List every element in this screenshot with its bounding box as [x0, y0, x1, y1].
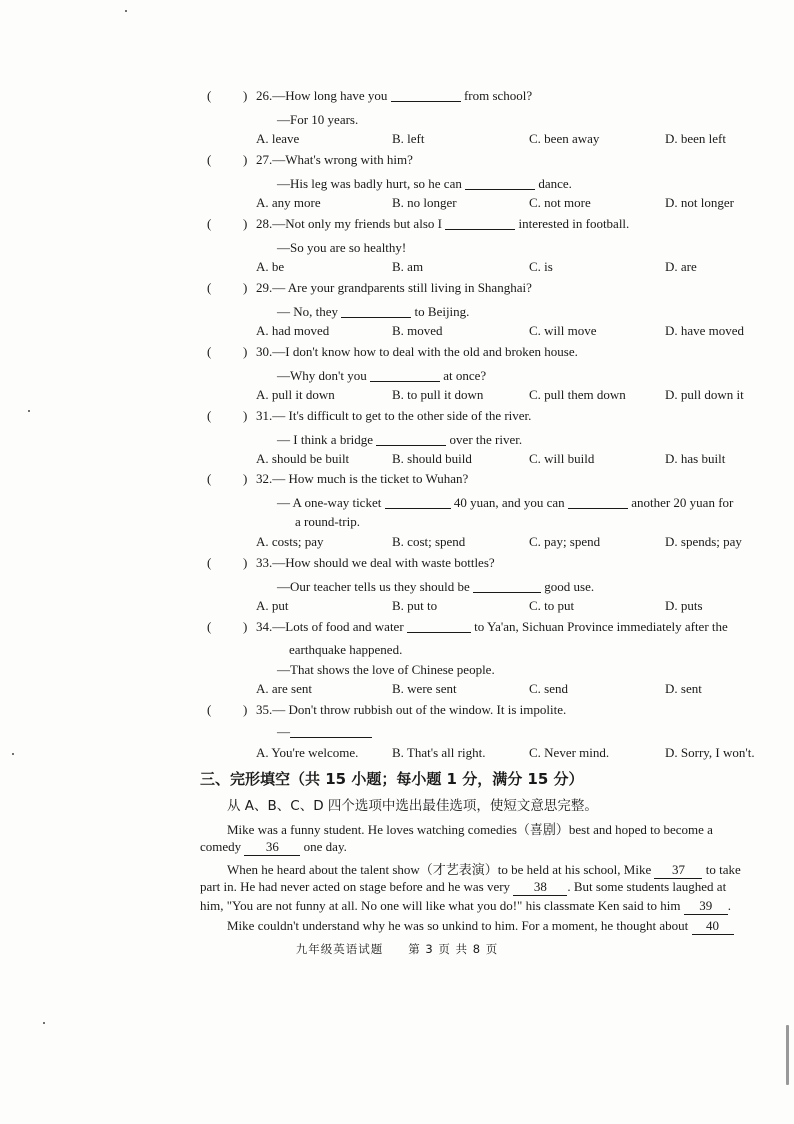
question-reply: —So you are so healthy!: [277, 240, 407, 255]
answer-blank[interactable]: [376, 433, 446, 446]
answer-blank[interactable]: [290, 725, 372, 738]
option-b: B. should build: [392, 451, 472, 466]
option-b: B. That's all right.: [392, 745, 486, 760]
question-reply-continued: a round-trip.: [295, 514, 360, 529]
question-stem: 29.— Are your grandparents still living in Shanghai?: [256, 280, 532, 295]
option-d: D. Sorry, I won't.: [665, 745, 755, 760]
option-c: C. pull them down: [529, 387, 626, 402]
scan-speck: [43, 1022, 45, 1024]
answer-paren-close: ): [243, 702, 248, 717]
option-c: C. not more: [529, 195, 591, 210]
option-c: C. will move: [529, 323, 597, 338]
answer-paren-close: ): [243, 344, 248, 359]
question-reply: —His leg was badly hurt, so he can dance.: [277, 176, 572, 191]
question-reply: —For 10 years.: [277, 112, 359, 127]
question-reply: — A one-way ticket 40 yuan, and you can another 20 yuan for: [277, 495, 734, 510]
option-b: B. no longer: [392, 195, 457, 210]
answer-blank[interactable]: [568, 496, 628, 509]
option-d: D. are: [665, 259, 697, 274]
option-d: D. not longer: [665, 195, 734, 210]
question-reply: — No, they to Beijing.: [277, 304, 470, 319]
option-a: A. put: [256, 598, 289, 613]
option-d: D. pull down it: [665, 387, 744, 402]
question-stem: 34.—Lots of food and water to Ya'an, Sichuan Province immediately after the: [256, 619, 728, 634]
question-stem: 30.—I don't know how to deal with the old and broken house.: [256, 344, 578, 359]
question-stem: 32.— How much is the ticket to Wuhan?: [256, 471, 469, 486]
option-b: B. moved: [392, 323, 443, 338]
option-b: B. cost; spend: [392, 534, 466, 549]
page-footer: 九年级英语试题 第 3 页 共 8 页: [295, 942, 499, 956]
question-stem: 28.—Not only my friends but also I interested in football.: [256, 216, 630, 231]
answer-blank[interactable]: [465, 177, 535, 190]
option-c: C. pay; spend: [529, 534, 601, 549]
option-d: D. have moved: [665, 323, 745, 338]
question-reply: —Why don't you at once?: [277, 368, 487, 383]
question-stem: 26.—How long have you from school?: [256, 88, 533, 103]
option-a: A. had moved: [256, 323, 330, 338]
question-reply: — I think a bridge over the river.: [277, 432, 523, 447]
passage-line: part in. He had never acted on stage before and he was very 38 . But some students laughed at: [200, 879, 727, 894]
option-a: A. You're welcome.: [256, 745, 359, 760]
answer-blank[interactable]: [407, 620, 471, 633]
answer-blank[interactable]: [473, 580, 541, 593]
passage-line: Mike was a funny student. He loves watching comedies（喜剧）best and hoped to become a: [227, 822, 713, 837]
passage-line: comedy 36 one day.: [200, 839, 347, 854]
answer-paren-close: ): [243, 280, 248, 295]
option-b: B. left: [392, 131, 425, 146]
option-c: C. Never mind.: [529, 745, 610, 760]
option-d: D. puts: [665, 598, 703, 613]
answer-paren-open: (: [207, 216, 212, 231]
option-a: A. leave: [256, 131, 300, 146]
answer-paren-close: ): [243, 555, 248, 570]
answer-paren-open: (: [207, 152, 212, 167]
cloze-blank-40[interactable]: 40: [692, 918, 734, 935]
option-d: D. spends; pay: [665, 534, 742, 549]
question-reply: —That shows the love of Chinese people.: [277, 662, 495, 677]
option-a: A. any more: [256, 195, 321, 210]
question-stem: 33.—How should we deal with waste bottles?: [256, 555, 495, 570]
cloze-blank-36[interactable]: 36: [244, 839, 300, 856]
passage-line: Mike couldn't understand why he was so unkind to him. For a moment, he thought about 40: [227, 918, 734, 935]
cloze-blank-38[interactable]: 38: [513, 879, 567, 896]
answer-paren-close: ): [243, 88, 248, 103]
option-b: B. were sent: [392, 681, 457, 696]
answer-paren-open: (: [207, 344, 212, 359]
option-b: B. to pull it down: [392, 387, 484, 402]
cloze-blank-39[interactable]: 39: [684, 898, 728, 915]
answer-paren-close: ): [243, 471, 248, 486]
passage-line: him, "You are not funny at all. No one will like what you do!" his classmate Ken said to him 39 .: [200, 898, 731, 913]
answer-paren-open: (: [207, 555, 212, 570]
option-b: B. put to: [392, 598, 438, 613]
option-c: C. to put: [529, 598, 575, 613]
option-a: A. should be built: [256, 451, 350, 466]
scan-speck: [28, 410, 30, 412]
answer-paren-open: (: [207, 280, 212, 295]
answer-blank[interactable]: [445, 217, 515, 230]
answer-paren-open: (: [207, 702, 212, 717]
question-reply: —: [277, 724, 372, 740]
option-a: A. be: [256, 259, 285, 274]
option-b: B. am: [392, 259, 424, 274]
question-stem: 35.— Don't throw rubbish out of the window. It is impolite.: [256, 702, 567, 717]
answer-paren-open: (: [207, 471, 212, 486]
question-reply: —Our teacher tells us they should be good use.: [277, 579, 595, 594]
answer-paren-open: (: [207, 88, 212, 103]
answer-paren-open: (: [207, 619, 212, 634]
answer-blank[interactable]: [370, 369, 440, 382]
answer-paren-close: ): [243, 408, 248, 423]
scan-edge: [786, 1025, 789, 1085]
answer-paren-open: (: [207, 408, 212, 423]
answer-blank[interactable]: [385, 496, 451, 509]
answer-paren-close: ): [243, 152, 248, 167]
option-c: C. is: [529, 259, 553, 274]
option-a: A. costs; pay: [256, 534, 324, 549]
scan-speck: [125, 10, 127, 12]
question-stem-continued: earthquake happened.: [289, 642, 403, 657]
answer-paren-close: ): [243, 216, 248, 231]
section-instruction: 从 A、B、C、D 四个选项中选出最佳选项，使短文意思完整。: [227, 798, 598, 814]
option-c: C. been away: [529, 131, 600, 146]
question-stem: 27.—What's wrong with him?: [256, 152, 413, 167]
answer-blank[interactable]: [391, 89, 461, 102]
passage-line: When he heard about the talent show（才艺表演）to be held at his school, Mike 37 to take: [227, 862, 741, 877]
option-a: A. are sent: [256, 681, 312, 696]
option-a: A. pull it down: [256, 387, 335, 402]
answer-blank[interactable]: [341, 305, 411, 318]
question-stem: 31.— It's difficult to get to the other side of the river.: [256, 408, 532, 423]
option-d: D. been left: [665, 131, 727, 146]
option-c: C. send: [529, 681, 568, 696]
cloze-blank-37[interactable]: 37: [654, 862, 702, 879]
option-c: C. will build: [529, 451, 595, 466]
answer-paren-close: ): [243, 619, 248, 634]
option-d: D. has built: [665, 451, 726, 466]
scan-speck: [12, 753, 14, 755]
option-d: D. sent: [665, 681, 702, 696]
section-title: 三、完形填空（共 15 小题；每小题 1 分，满分 15 分）: [200, 770, 584, 788]
